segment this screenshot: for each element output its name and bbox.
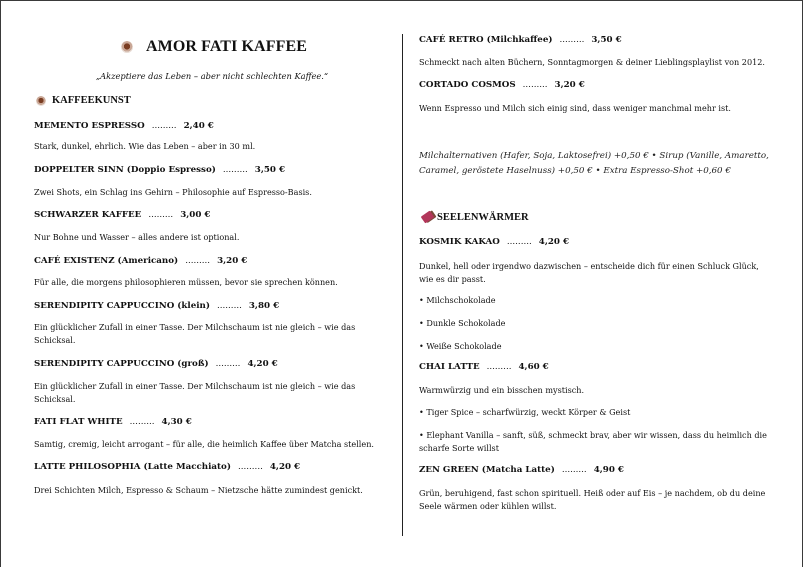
section-title-seelenwaermer: SEELENWÄRMER [437,212,529,223]
item-price: 3,80 € [248,301,280,311]
menu-item-title [419,35,622,45]
item-name: MEMENTO ESPRESSO [34,121,145,131]
page-title: AMOR FATI KAFFEE [146,38,307,55]
item-price: 2,40 € [183,121,214,131]
option-item: • Weiße Schokolade [419,341,502,351]
menu-item-title [34,121,214,131]
item-description: Schmeckt nach alten Büchern, Sonntagmorgen & deiner Lieblingsplaylist von 2012. [419,57,765,67]
item-price: 4,20 € [247,359,278,369]
item-name: FATI FLAT WHITE [34,417,123,427]
item-description: Ein glücklicher Zufall in einer Tasse. Der Milchschaum ist nie gleich – wie das Schicksal. [34,322,356,345]
menu-item-title [34,462,300,472]
item-name: SCHWARZER KAFFEE [34,210,142,220]
item-description: Stark, dunkel, ehrlich. Wie das Leben – aber in 30 ml. [34,141,256,151]
item-leader: ......... [148,210,174,220]
extras-note: Milchalternativen (Hafer, Soja, Laktosefrei) +0,50 € • Sirup (Vanille, Amaretto, Caramel, geröstete Haselnuss) +0,50 € • Extra Espresso-Shot +0,60 € [419,151,769,176]
item-name: KOSMIK KAKAO [419,237,500,247]
menu-item-title [34,256,247,266]
item-leader: ......... [237,462,263,472]
item-leader: ......... [217,301,242,311]
item-description: Warmwürzig und ein bisschen mystisch. [419,385,585,395]
item-name: CAFÉ RETRO (Milchkaffee) [419,35,553,45]
section-title-kaffeekunst: KAFFEEKUNST [52,95,131,106]
option-item: • Dunkle Schokolade [419,318,506,328]
item-description: Drei Schichten Milch, Espresso & Schaum – Nietzsche hätte zumindest genickt. [34,485,363,495]
item-name: CHAI LATTE [419,362,480,372]
item-price: 4,60 € [518,362,549,372]
item-name: DOPPELTER SINN (Doppio Espresso) [34,165,216,175]
item-leader: ......... [522,80,548,90]
item-description: Samtig, cremig, leicht arrogant – für alle, die heimlich Kaffee über Matcha stellen. [34,439,374,449]
menu-item-title [34,210,210,220]
item-description: Für alle, die morgens philosophieren müssen, bevor sie sprechen können. [34,277,338,287]
coffee-cup-icon [121,41,133,53]
item-leader: ......... [486,362,512,372]
item-price: 3,20 € [554,80,585,90]
item-description: Nur Bohne und Wasser – alles andere ist optional. [34,232,240,242]
item-leader: ......... [185,256,211,266]
item-price: 4,30 € [161,417,192,427]
menu-item-title [34,417,192,427]
item-description: Zwei Shots, ein Schlag ins Gehirn – Philosophie auf Espresso-Basis. [34,187,312,197]
page-quote: „Akzeptiere das Leben – aber nicht schlechten Kaffee.“ [95,71,329,81]
item-leader: ......... [561,465,587,475]
item-leader: ......... [559,35,585,45]
menu-item-title [419,237,569,247]
item-price: 4,20 € [269,462,301,472]
option-item: • Milchschokolade [419,295,496,305]
column-divider [402,34,403,536]
menu-item-title [419,362,549,372]
item-description: Dunkel, hell oder irgendwo dazwischen – entscheide dich für einen Schluck Glück, wie es dir passt. [419,261,759,284]
item-leader: ......... [215,359,241,369]
item-price: 4,20 € [538,237,570,247]
option-item: • Elephant Vanilla – sanft, süß, schmeckt brav, aber wir wissen, dass du heimlich die scharfe Sorte willst [419,430,767,453]
item-description: Wenn Espresso und Milch sich einig sind, dass weniger manchmal mehr ist. [419,103,731,113]
item-leader: ......... [222,165,248,175]
coffee-cup-icon [36,96,46,106]
item-price: 3,50 € [254,165,286,175]
item-name: LATTE PHILOSOPHIA (Latte Macchiato) [34,462,231,472]
item-name: ZEN GREEN (Matcha Latte) [419,465,555,475]
item-description: Grün, beruhigend, fast schon spirituell. Heiß oder auf Eis – je nachdem, ob du deine Seele wärmen oder kühlen willst. [419,488,766,511]
item-name: SERENDIPITY CAPPUCCINO (klein) [34,301,210,311]
item-leader: ......... [506,237,532,247]
item-price: 3,20 € [217,256,248,266]
item-leader: ......... [129,417,155,427]
item-price: 3,50 € [591,35,622,45]
item-description: Ein glücklicher Zufall in einer Tasse. Der Milchschaum ist nie gleich – wie das Schicksal. [34,381,356,404]
menu-item-title [34,301,279,311]
item-name: CAFÉ EXISTENZ (Americano) [34,256,179,266]
item-name: CORTADO COSMOS [419,80,516,90]
menu-item-title [419,465,624,475]
item-price: 3,00 € [180,210,211,220]
item-name: SERENDIPITY CAPPUCCINO (groß) [34,359,209,369]
menu-item-title [34,165,285,175]
item-leader: ......... [151,121,177,131]
item-price: 4,90 € [593,465,624,475]
menu-item-title [34,359,278,369]
option-item: • Tiger Spice – scharfwürzig, weckt Körper & Geist [419,407,631,417]
menu-item-title [419,80,585,90]
